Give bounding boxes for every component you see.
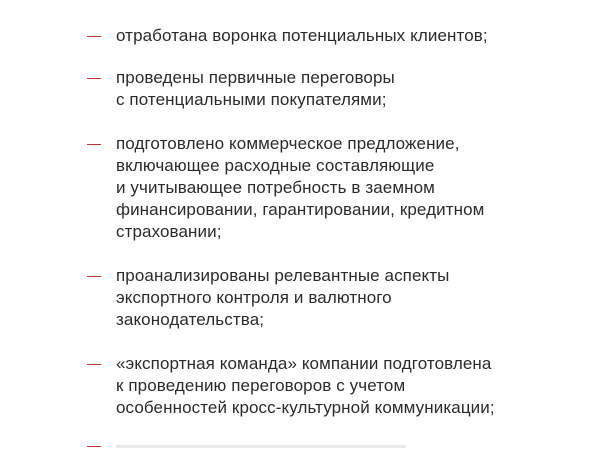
text-line: экспортного контроля и валютного — [116, 288, 392, 307]
list-item-text — [116, 265, 586, 331]
text-line: законодательства; — [116, 310, 265, 329]
cut-off-text — [116, 445, 406, 448]
list-item-text — [116, 67, 586, 111]
text-line: особенностей кросс-культурной коммуникации; — [116, 398, 495, 417]
cut-off-list-item — [0, 443, 600, 450]
text-line: «экспортная команда» компании подготовлена — [116, 354, 492, 373]
text-line: проведены первичные переговоры — [116, 68, 395, 87]
dash-bullet-icon — [87, 36, 101, 37]
text-line: финансировании, гарантировании, кредитном — [116, 200, 485, 219]
dash-bullet-icon — [87, 78, 101, 79]
text-line: включающее расходные составляющие — [116, 156, 435, 175]
list-item-text — [116, 133, 586, 243]
text-line: отработана воронка потенциальных клиентов; — [116, 26, 488, 45]
dash-bullet-icon — [87, 276, 101, 277]
text-line: и учитывающее потребность в заемном — [116, 178, 435, 197]
list-item-text — [116, 25, 586, 47]
dash-bullet-icon — [87, 144, 101, 145]
dash-bullet-icon — [87, 364, 101, 365]
dash-bullet-icon — [87, 446, 101, 447]
text-line: страховании; — [116, 222, 222, 241]
text-line: к проведению переговоров с учетом — [116, 376, 406, 395]
list-item-text — [116, 353, 586, 419]
text-line: подготовлено коммерческое предложение, — [116, 134, 460, 153]
text-line: проанализированы релевантные аспекты — [116, 266, 450, 285]
text-line: с потенциальными покупателями; — [116, 90, 387, 109]
